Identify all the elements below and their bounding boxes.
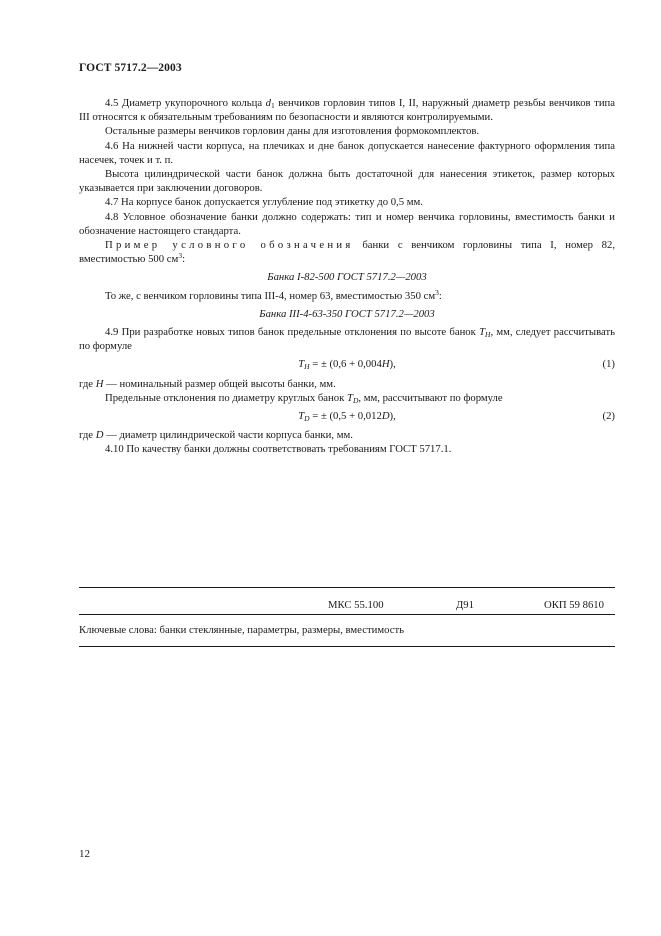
okp-code: ОКП 59 8610: [544, 599, 604, 611]
paragraph-4-6: 4.6 На нижней части корпуса, на плечиках и дне банок допускается нанесение фактурного оформления типа насечек, точек и т. п.: [79, 139, 615, 166]
paragraph-4-10: 4.10 По качеству банки должны соответствовать требованиям ГОСТ 5717.1.: [105, 443, 452, 456]
designation-example-1: Банка I-82-500 ГОСТ 5717.2—2003: [267, 271, 427, 284]
paragraph-4-9-b: Предельные отклонения по диаметру круглых банок $T_D$, мм, рассчитывают по формуле: [105, 391, 503, 405]
formula-2: $T_D$ = ± (0,5 + 0,012D), (2): [298, 410, 615, 424]
paragraph-4-6-b: Высота цилиндрической части банок должна быть достаточной для нанесения этикеток, размер которых указывается при заключении договоров.: [79, 168, 615, 195]
paragraph-4-5: 4.5 Диаметр укупорочного кольца $d_1$ венчиков горловин типов I, II, наружный диаметр резьбы венчиков типа III относятся к обязательным требованиям по безопасности и являются контролируемыми.: [79, 97, 616, 124]
page-number: 12: [79, 848, 90, 860]
keywords: Ключевые слова: банки стеклянные, параметры, размеры, вместимость: [79, 624, 404, 636]
paragraph-4-9: 4.9 При разработке новых типов банок предельные отклонения по высоте банок $T_H$, мм, следует рассчитывать по формуле: [79, 326, 616, 353]
formula-2-number: (2): [602, 410, 615, 423]
document-header: ГОСТ 5717.2—2003: [79, 62, 182, 74]
example-label: Пример условного обозначения: [105, 239, 354, 252]
formula-1: $T_H$ = ± (0,6 + 0,004H), (1): [298, 358, 615, 372]
paragraph-4-8: 4.8 Условное обозначение банки должно содержать: тип и номер венчика горловины, вместимость банки и обозначение настоящего стандарта.: [79, 210, 615, 237]
footer-middle-rule: [79, 614, 615, 615]
document-body: [79, 96, 615, 457]
example-paragraph: Пример условного обозначения банки с венчиком горловины типа I, номер 82, вместимостью 500 $см^3$:: [79, 239, 615, 266]
designation-example-2: Банка III-4-63-350 ГОСТ 5717.2—2003: [259, 307, 435, 320]
footer-top-rule: [79, 587, 615, 588]
where-1: где H — номинальный размер общей высоты банки, мм.: [79, 377, 336, 390]
classifier-code: Д91: [456, 599, 474, 611]
mks-code: МКС 55.100: [328, 599, 384, 611]
footer-bottom-rule: [79, 646, 615, 647]
paragraph-4-7: 4.7 На корпусе банок допускается углубление под этикетку до 0,5 мм.: [105, 196, 423, 209]
same-paragraph: То же, с венчиком горловины типа III-4, номер 63, вместимостью 350 $см^3$:: [105, 287, 442, 302]
formula-1-number: (1): [602, 358, 615, 371]
where-2: где D — диаметр цилиндрической части корпуса банки, мм.: [79, 429, 353, 442]
paragraph-4-5-b: Остальные размеры венчиков горловин даны для изготовления формокомплектов.: [105, 125, 480, 138]
